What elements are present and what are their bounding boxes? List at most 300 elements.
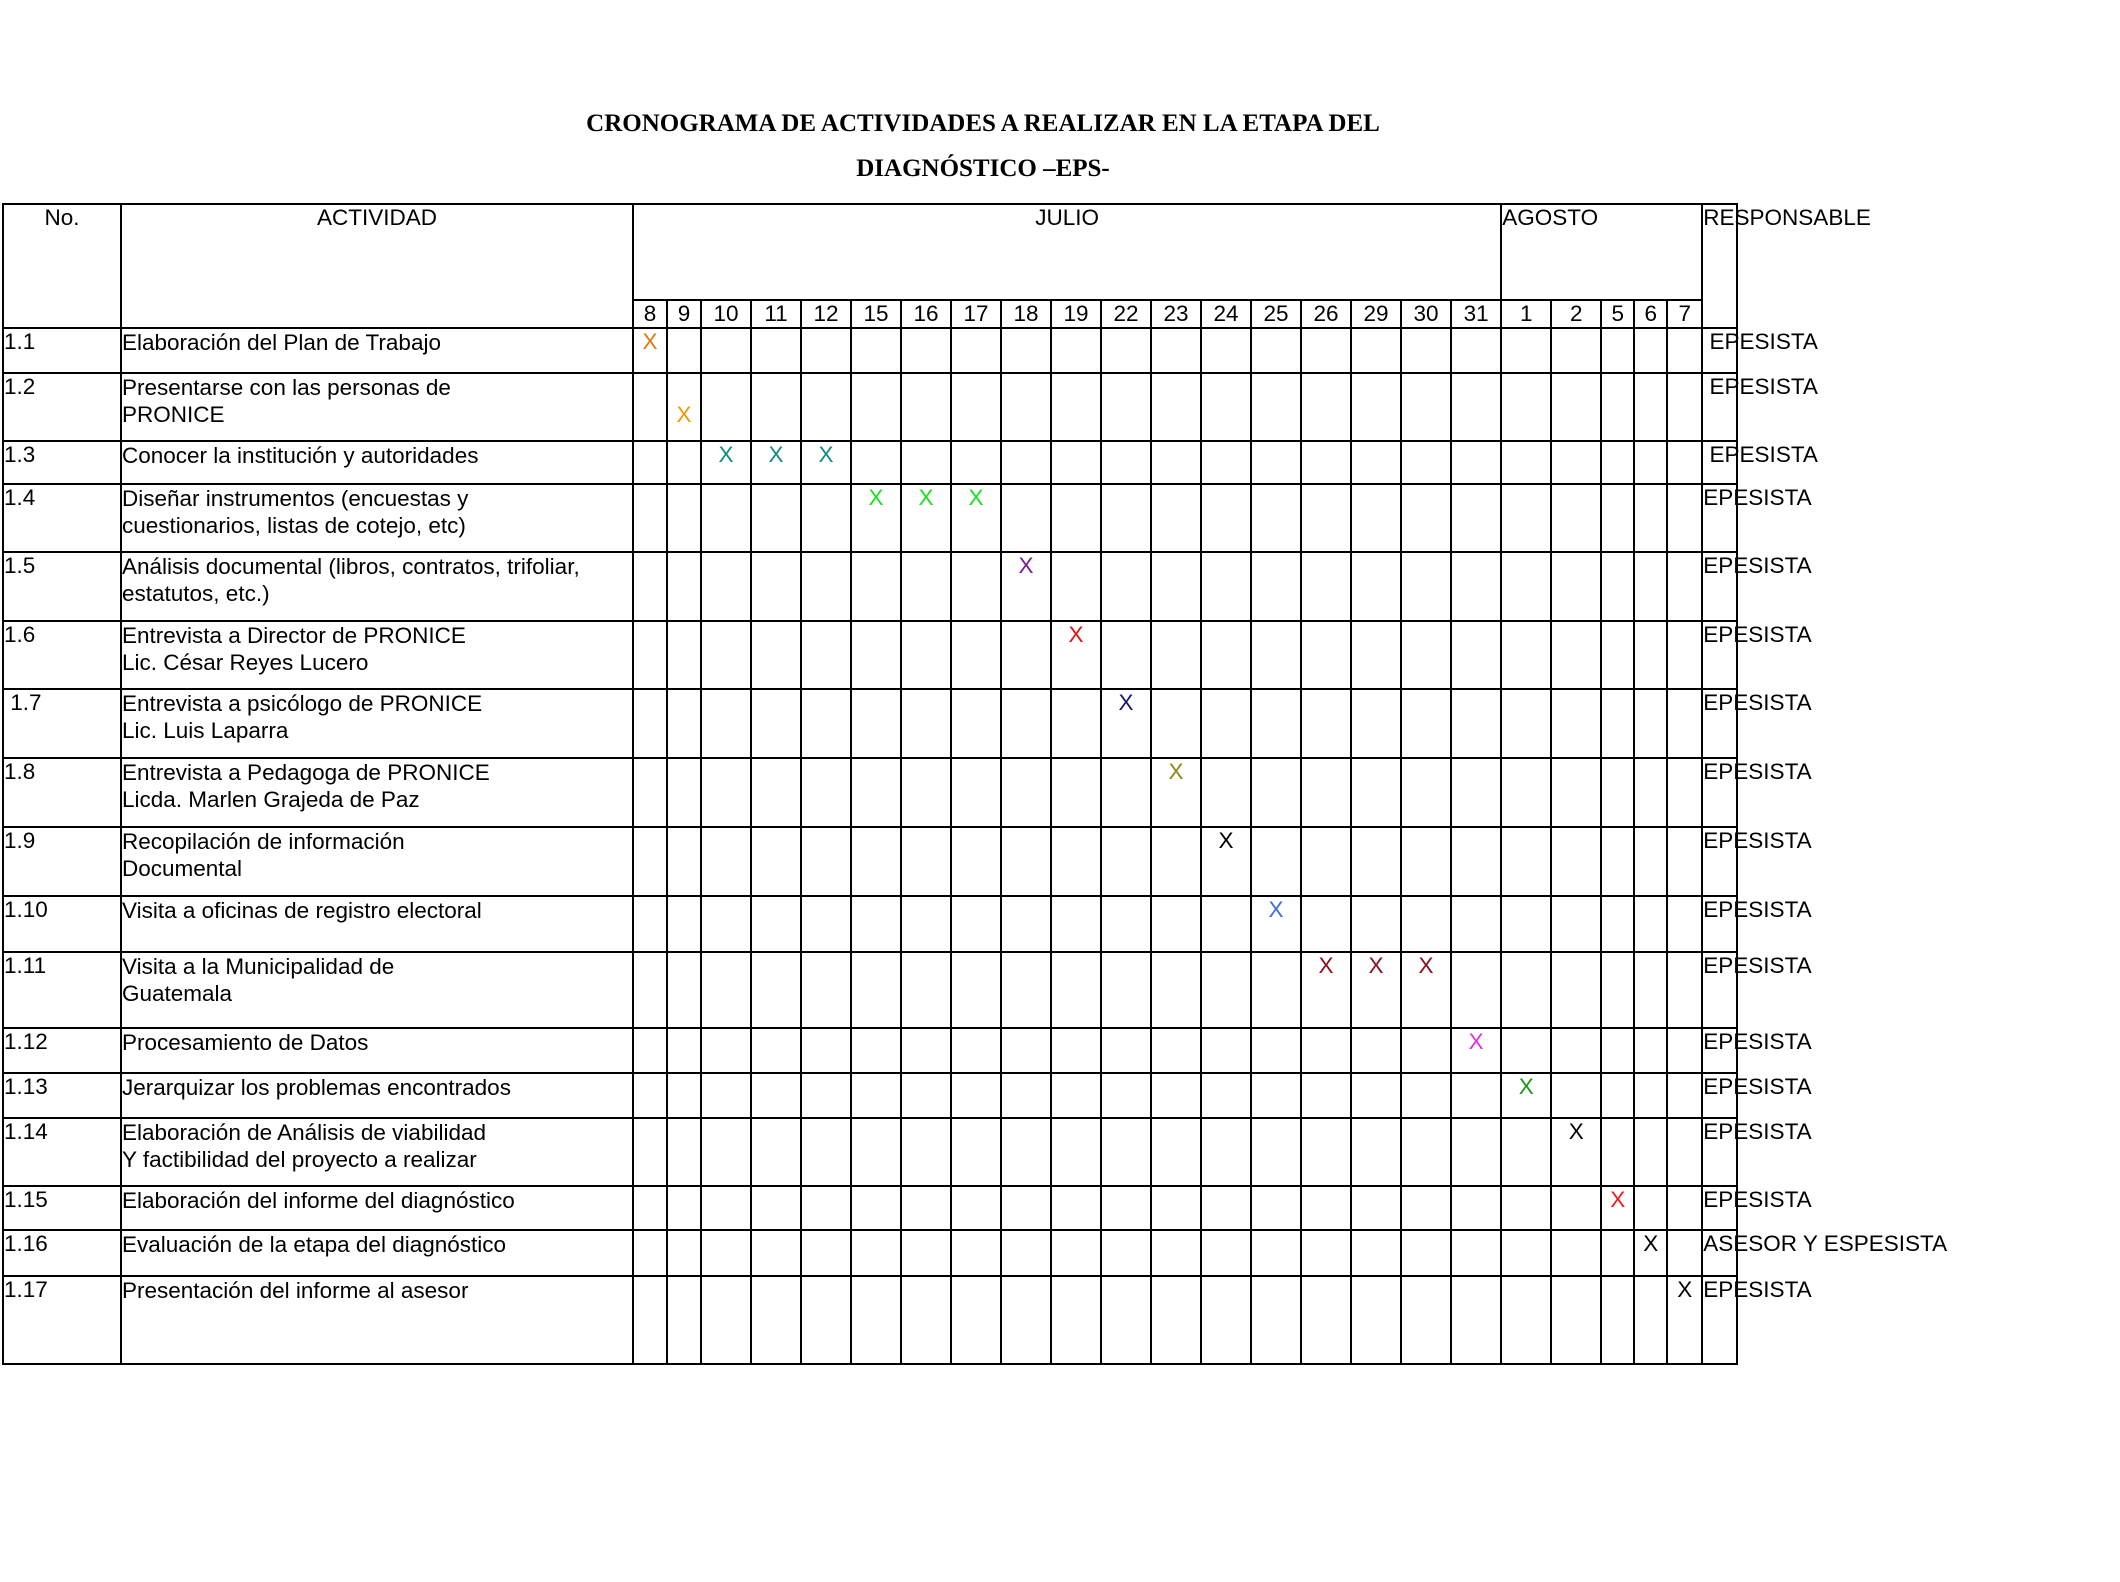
schedule-cell — [1001, 441, 1051, 484]
activity-number: 1.11 — [3, 952, 121, 1028]
table-row — [3, 621, 2119, 689]
schedule-cell — [751, 952, 801, 1028]
schedule-cell — [1351, 621, 1401, 689]
responsable-cell: EPESISTA — [1702, 441, 1737, 484]
schedule-cell — [1001, 896, 1051, 952]
day-header: 26 — [1301, 300, 1351, 328]
schedule-cell — [1634, 621, 1667, 689]
schedule-cell — [667, 758, 701, 827]
schedule-cell — [1101, 689, 1151, 758]
schedule-cell — [1551, 373, 1601, 441]
schedule-cell — [951, 1118, 1001, 1186]
schedule-cell — [1051, 1230, 1101, 1276]
activity-description — [121, 1073, 633, 1118]
schedule-cell — [1634, 1230, 1667, 1276]
day-header: 30 — [1401, 300, 1451, 328]
schedule-cell — [1051, 758, 1101, 827]
schedule-cell — [1051, 328, 1101, 373]
schedule-cell — [1451, 896, 1501, 952]
schedule-cell — [1101, 621, 1151, 689]
schedule-cell — [633, 827, 667, 896]
schedule-cell — [951, 758, 1001, 827]
schedule-cell — [1151, 1028, 1201, 1073]
schedule-cell — [1301, 484, 1351, 552]
responsable-cell: EPESISTA — [1702, 952, 1737, 1028]
schedule-cell — [851, 896, 901, 952]
schedule-cell — [1634, 328, 1667, 373]
schedule-cell — [951, 952, 1001, 1028]
schedule-cell — [1551, 827, 1601, 896]
schedule-cell — [1151, 758, 1201, 827]
schedule-cell — [851, 373, 901, 441]
schedule-cell — [1101, 896, 1151, 952]
schedule-cell — [1451, 1186, 1501, 1230]
schedule-cell — [1667, 373, 1702, 441]
schedule-cell — [1101, 373, 1151, 441]
schedule-cell — [1251, 1118, 1301, 1186]
schedule-cell — [1001, 484, 1051, 552]
schedule-mark: X — [1368, 953, 1384, 978]
schedule-cell — [1251, 952, 1301, 1028]
schedule-cell — [1501, 373, 1551, 441]
day-header: 31 — [1451, 300, 1501, 328]
schedule-cell — [1351, 896, 1401, 952]
schedule-cell — [851, 328, 901, 373]
schedule-cell — [851, 1230, 901, 1276]
activity-line: Y factibilidad del proyecto a realizar — [122, 1147, 477, 1172]
header-actividad: ACTIVIDAD — [121, 204, 633, 328]
schedule-cell — [1101, 1028, 1151, 1073]
schedule-cell — [1101, 758, 1151, 827]
schedule-cell — [1051, 484, 1101, 552]
schedule-cell — [1401, 1028, 1451, 1073]
schedule-cell — [1351, 1230, 1401, 1276]
schedule-cell — [1101, 952, 1151, 1028]
schedule-cell — [951, 896, 1001, 952]
schedule-cell — [1401, 373, 1451, 441]
schedule-cell — [1601, 1230, 1634, 1276]
schedule-cell — [1551, 484, 1601, 552]
schedule-cell — [1301, 1276, 1351, 1364]
schedule-cell — [1451, 621, 1501, 689]
schedule-cell — [901, 484, 951, 552]
schedule-cell — [633, 1276, 667, 1364]
schedule-cell — [1401, 1073, 1451, 1118]
schedule-cell — [801, 896, 851, 952]
schedule-cell — [1601, 827, 1634, 896]
activity-number: 1.14 — [3, 1118, 121, 1186]
schedule-cell — [1667, 1186, 1702, 1230]
activity-number: 1.5 — [3, 552, 121, 621]
schedule-cell — [1301, 689, 1351, 758]
responsable-cell: EPESISTA — [1702, 1118, 1737, 1186]
schedule-cell — [701, 1073, 751, 1118]
schedule-cell — [701, 1118, 751, 1186]
schedule-cell — [1201, 328, 1251, 373]
activity-description — [121, 758, 633, 827]
schedule-cell — [1201, 373, 1251, 441]
day-header: 12 — [801, 300, 851, 328]
day-header: 23 — [1151, 300, 1201, 328]
schedule-cell — [1601, 373, 1634, 441]
schedule-cell — [801, 758, 851, 827]
schedule-cell — [951, 328, 1001, 373]
schedule-cell — [1251, 1186, 1301, 1230]
schedule-cell — [1351, 441, 1401, 484]
schedule-cell — [751, 827, 801, 896]
schedule-cell — [1551, 621, 1601, 689]
schedule-cell — [851, 689, 901, 758]
schedule-cell — [1451, 1276, 1501, 1364]
day-header: 24 — [1201, 300, 1251, 328]
schedule-cell — [751, 1118, 801, 1186]
schedule-cell — [1401, 758, 1451, 827]
schedule-cell — [1101, 1230, 1151, 1276]
schedule-cell — [1251, 827, 1301, 896]
activity-line: cuestionarios, listas de cotejo, etc) — [122, 513, 466, 538]
schedule-cell — [801, 1073, 851, 1118]
schedule-cell — [1001, 1118, 1051, 1186]
schedule-cell — [1001, 1028, 1051, 1073]
responsable-cell: EPESISTA — [1702, 1276, 1737, 1364]
schedule-cell — [951, 689, 1001, 758]
schedule-cell — [667, 1186, 701, 1230]
schedule-cell — [701, 552, 751, 621]
schedule-cell — [751, 1276, 801, 1364]
schedule-cell — [901, 1028, 951, 1073]
schedule-cell — [801, 1028, 851, 1073]
schedule-cell — [1601, 896, 1634, 952]
schedule-cell — [1551, 552, 1601, 621]
activity-description — [121, 373, 633, 441]
schedule-cell — [701, 621, 751, 689]
schedule-cell — [1051, 827, 1101, 896]
schedule-table — [2, 203, 2120, 1365]
schedule-mark: X — [968, 485, 984, 510]
schedule-cell — [1351, 1028, 1401, 1073]
schedule-cell — [1501, 758, 1551, 827]
schedule-cell — [1151, 1186, 1201, 1230]
activity-line: Entrevista a Pedagoga de PRONICE — [122, 760, 490, 785]
day-header: 2 — [1551, 300, 1601, 328]
schedule-cell — [901, 1073, 951, 1118]
activity-number: 1.12 — [3, 1028, 121, 1073]
schedule-cell — [1301, 758, 1351, 827]
schedule-cell — [1251, 1028, 1301, 1073]
activity-line: Lic. Luis Laparra — [122, 718, 289, 743]
schedule-cell — [667, 689, 701, 758]
activity-description — [121, 484, 633, 552]
schedule-cell — [1201, 484, 1251, 552]
day-header: 29 — [1351, 300, 1401, 328]
table-row — [3, 441, 2119, 484]
schedule-cell — [801, 441, 851, 484]
schedule-cell — [1551, 1276, 1601, 1364]
schedule-mark: X — [768, 442, 784, 467]
header-julio: JULIO — [633, 204, 1501, 300]
schedule-cell — [1051, 952, 1101, 1028]
table-row — [3, 827, 2119, 896]
schedule-cell — [1501, 1073, 1551, 1118]
schedule-cell — [851, 1073, 901, 1118]
schedule-cell — [1451, 689, 1501, 758]
schedule-cell — [1551, 1186, 1601, 1230]
schedule-cell — [667, 1073, 701, 1118]
activity-line: Presentación del informe al asesor — [122, 1278, 469, 1303]
schedule-cell — [633, 758, 667, 827]
schedule-cell — [1667, 441, 1702, 484]
schedule-cell — [1451, 758, 1501, 827]
schedule-cell — [901, 1230, 951, 1276]
schedule-cell — [1501, 328, 1551, 373]
schedule-cell — [751, 896, 801, 952]
schedule-cell — [1634, 441, 1667, 484]
schedule-cell — [801, 952, 851, 1028]
schedule-cell — [1551, 689, 1601, 758]
schedule-cell — [1001, 952, 1051, 1028]
activity-line: PRONICE — [122, 402, 225, 427]
schedule-cell — [667, 896, 701, 952]
schedule-cell — [1251, 689, 1301, 758]
schedule-cell — [901, 1118, 951, 1186]
activity-description — [121, 328, 633, 373]
schedule-cell — [1251, 552, 1301, 621]
table-row — [3, 952, 2119, 1028]
schedule-cell — [1451, 552, 1501, 621]
schedule-cell — [1351, 1073, 1401, 1118]
schedule-cell — [1634, 1028, 1667, 1073]
schedule-cell — [901, 827, 951, 896]
schedule-cell — [1451, 373, 1501, 441]
responsable-cell: EPESISTA — [1702, 896, 1737, 952]
schedule-cell — [1667, 1230, 1702, 1276]
schedule-cell — [1401, 896, 1451, 952]
activity-line: Elaboración del Plan de Trabajo — [122, 330, 441, 355]
schedule-cell — [1501, 1230, 1551, 1276]
schedule-cell — [1501, 552, 1551, 621]
schedule-cell — [801, 373, 851, 441]
table-row — [3, 758, 2119, 827]
schedule-cell — [667, 827, 701, 896]
schedule-cell — [951, 621, 1001, 689]
header-responsable: RESPONSABLE — [1702, 204, 1737, 328]
schedule-cell — [801, 328, 851, 373]
schedule-cell — [751, 373, 801, 441]
schedule-cell — [1401, 1276, 1451, 1364]
schedule-cell — [1001, 1230, 1051, 1276]
schedule-cell — [1451, 1118, 1501, 1186]
schedule-mark: X — [1643, 1231, 1659, 1256]
schedule-cell — [1151, 621, 1201, 689]
schedule-cell — [1051, 1118, 1101, 1186]
schedule-cell — [1401, 328, 1451, 373]
schedule-cell — [1401, 484, 1451, 552]
schedule-cell — [1667, 689, 1702, 758]
schedule-cell — [751, 441, 801, 484]
schedule-cell — [1501, 1276, 1551, 1364]
activity-description — [121, 827, 633, 896]
schedule-cell — [1401, 552, 1451, 621]
schedule-cell — [1401, 441, 1451, 484]
schedule-cell — [1451, 1230, 1501, 1276]
schedule-cell — [951, 1028, 1001, 1073]
schedule-mark: X — [1677, 1277, 1693, 1302]
activity-description — [121, 552, 633, 621]
schedule-cell — [801, 1186, 851, 1230]
schedule-cell — [1101, 1073, 1151, 1118]
schedule-cell — [1151, 1118, 1201, 1186]
schedule-cell — [851, 441, 901, 484]
schedule-cell — [1351, 1186, 1401, 1230]
schedule-cell — [951, 1276, 1001, 1364]
schedule-cell — [701, 484, 751, 552]
schedule-cell — [701, 758, 751, 827]
schedule-cell — [1634, 373, 1667, 441]
schedule-mark: X — [1568, 1119, 1584, 1144]
schedule-cell — [1301, 552, 1351, 621]
activity-line: Elaboración del informe del diagnóstico — [122, 1188, 515, 1213]
schedule-cell — [701, 1186, 751, 1230]
schedule-cell — [701, 1028, 751, 1073]
day-header: 10 — [701, 300, 751, 328]
schedule-cell — [1101, 552, 1151, 621]
schedule-mark: X — [642, 329, 658, 354]
activity-number: 1.4 — [3, 484, 121, 552]
activity-description — [121, 1186, 633, 1230]
schedule-mark: X — [1268, 897, 1284, 922]
schedule-cell — [633, 373, 667, 441]
schedule-cell — [1151, 952, 1201, 1028]
schedule-cell — [1201, 896, 1251, 952]
schedule-cell — [1667, 1276, 1702, 1364]
schedule-cell — [633, 952, 667, 1028]
schedule-cell — [1601, 689, 1634, 758]
schedule-cell — [1301, 952, 1351, 1028]
schedule-cell — [667, 1028, 701, 1073]
schedule-cell — [1201, 1186, 1251, 1230]
schedule-cell — [751, 552, 801, 621]
schedule-cell — [1201, 621, 1251, 689]
schedule-cell — [701, 328, 751, 373]
activity-number: 1.15 — [3, 1186, 121, 1230]
schedule-cell — [1551, 1028, 1601, 1073]
schedule-cell — [667, 441, 701, 484]
responsable-cell: EPESISTA — [1702, 552, 1737, 621]
schedule-cell — [1151, 441, 1201, 484]
schedule-cell — [851, 1186, 901, 1230]
schedule-cell — [1201, 827, 1251, 896]
schedule-cell — [1001, 1186, 1051, 1230]
responsable-cell: EPESISTA — [1702, 328, 1737, 373]
schedule-cell — [951, 441, 1001, 484]
activity-line: Diseñar instrumentos (encuestas y — [122, 486, 469, 511]
schedule-cell — [1551, 1073, 1601, 1118]
schedule-cell — [751, 689, 801, 758]
schedule-cell — [901, 328, 951, 373]
schedule-cell — [1451, 1028, 1501, 1073]
schedule-cell — [851, 552, 901, 621]
schedule-cell — [1401, 1230, 1451, 1276]
schedule-cell — [801, 1276, 851, 1364]
schedule-cell — [701, 896, 751, 952]
schedule-cell — [951, 1186, 1001, 1230]
activity-number: 1.2 — [3, 373, 121, 441]
schedule-cell — [1101, 1118, 1151, 1186]
schedule-cell — [1351, 1118, 1401, 1186]
header-no: No. — [3, 204, 121, 328]
schedule-cell — [1201, 552, 1251, 621]
schedule-mark: X — [1318, 953, 1334, 978]
schedule-cell — [1451, 484, 1501, 552]
schedule-cell — [1301, 373, 1351, 441]
schedule-cell — [1351, 827, 1401, 896]
schedule-cell — [1051, 441, 1101, 484]
table-row — [3, 1073, 2119, 1118]
schedule-cell — [1551, 328, 1601, 373]
schedule-cell — [1501, 621, 1551, 689]
schedule-cell — [1251, 621, 1301, 689]
schedule-cell — [1634, 758, 1667, 827]
schedule-cell — [801, 1118, 851, 1186]
schedule-cell — [851, 621, 901, 689]
schedule-cell — [1501, 952, 1551, 1028]
schedule-cell — [1151, 1230, 1201, 1276]
schedule-cell — [1351, 952, 1401, 1028]
schedule-mark: X — [1468, 1029, 1484, 1054]
table-row — [3, 1118, 2119, 1186]
schedule-cell — [1601, 758, 1634, 827]
responsable-cell: EPESISTA — [1702, 1073, 1737, 1118]
schedule-cell — [801, 827, 851, 896]
schedule-mark: X — [1610, 1187, 1626, 1212]
activity-description — [121, 1276, 633, 1364]
schedule-cell — [1667, 952, 1702, 1028]
schedule-cell — [1667, 1028, 1702, 1073]
schedule-cell — [633, 1118, 667, 1186]
schedule-cell — [1501, 484, 1551, 552]
table-row — [3, 689, 2119, 758]
day-header: 1 — [1501, 300, 1551, 328]
activity-description — [121, 441, 633, 484]
schedule-cell — [1101, 328, 1151, 373]
activity-line: Procesamiento de Datos — [122, 1030, 369, 1055]
schedule-cell — [801, 484, 851, 552]
schedule-cell — [1601, 952, 1634, 1028]
schedule-cell — [1151, 689, 1201, 758]
schedule-cell — [1001, 1276, 1051, 1364]
schedule-cell — [1101, 441, 1151, 484]
schedule-cell — [1401, 689, 1451, 758]
schedule-cell — [1601, 1186, 1634, 1230]
schedule-cell — [1301, 1230, 1351, 1276]
schedule-cell — [1501, 1028, 1551, 1073]
responsable-cell: EPESISTA — [1702, 827, 1737, 896]
schedule-cell — [1151, 1276, 1201, 1364]
schedule-cell — [1634, 827, 1667, 896]
activity-number: 1.3 — [3, 441, 121, 484]
schedule-cell — [701, 441, 751, 484]
schedule-cell — [1601, 328, 1634, 373]
schedule-cell — [1634, 1276, 1667, 1364]
schedule-cell — [701, 1230, 751, 1276]
responsable-cell: EPESISTA — [1702, 1028, 1737, 1073]
schedule-cell — [1251, 373, 1301, 441]
schedule-cell — [1551, 896, 1601, 952]
schedule-cell — [1601, 484, 1634, 552]
day-header: 9 — [667, 300, 701, 328]
table-row — [3, 1186, 2119, 1230]
schedule-cell — [901, 689, 951, 758]
